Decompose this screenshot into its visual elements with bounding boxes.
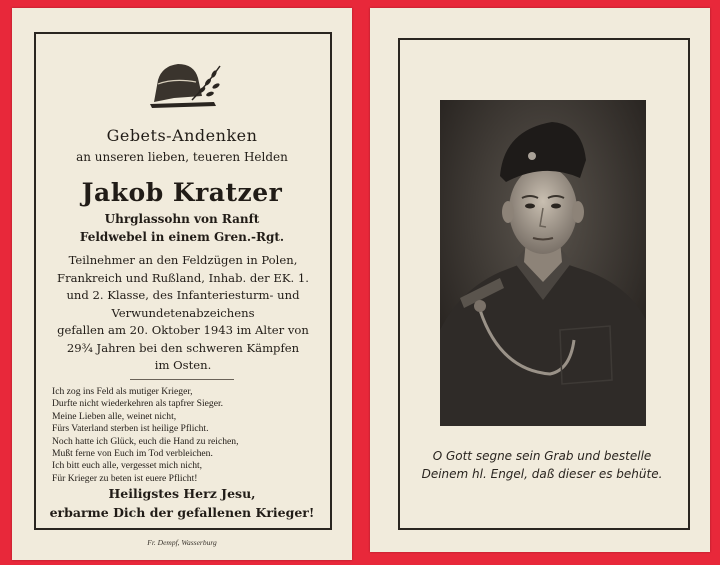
card-title: Gebets-Andenken (106, 126, 258, 145)
biography-line: Teilnehmer an den Feldzügen in Polen, (68, 253, 298, 267)
closing-prayer (12, 484, 352, 522)
memorial-poem (52, 386, 332, 485)
blessing-line: Deinem hl. Engel, daß dieser es behüte. (421, 467, 663, 481)
poem-line: Noch hatte ich Glück, euch die Hand zu reichen, (52, 435, 239, 447)
poem-line: Ich bitt euch alle, vergesset mich nicht, (52, 460, 203, 472)
biography-line: und 2. Klasse, des Infanteriesturm- und (66, 288, 300, 302)
biography-line: 29¾ Jahren bei den schweren Kämpfen (66, 340, 300, 355)
memorial-card-text-side (12, 8, 352, 560)
printer-imprint: Fr. Dempf, Wasserburg (147, 538, 217, 547)
biography-line: Verwundetenabzeichens (111, 305, 255, 320)
prayer-line: Heiligstes Herz Jesu, (108, 486, 256, 501)
poem-line: Fürs Vaterland sterben ist heilige Pflicht. (52, 423, 209, 435)
poem-line: Durfte nicht wiederkehren als tapfrer Sieger. (52, 398, 224, 410)
soldier-rank: Feldwebel in einem Gren.-Rgt. (79, 230, 285, 244)
memorial-card-photo-side (370, 8, 710, 552)
poem-line: Ich zog ins Feld als mutiger Krieger, (52, 386, 193, 397)
blessing-line: O Gott segne sein Grab und bestelle (432, 449, 652, 463)
poem-line: Meine Lieben alle, weinet nicht, (52, 410, 177, 422)
divider-line (130, 379, 234, 380)
biography-line: Frankreich und Rußland, Inhab. der EK. 1. (57, 270, 309, 285)
poem-line: Für Krieger zu beten ist euere Pflicht! (52, 472, 198, 484)
prayer-line: erbarme Dich der gefallenen Krieger! (49, 505, 315, 520)
card-intro: an unseren lieben, teueren Helden (76, 150, 288, 164)
biography-line: gefallen am 20. Oktober 1943 im Alter von (57, 323, 309, 337)
biography-line: im Osten. (154, 358, 212, 372)
biography-text (42, 252, 324, 375)
portrait-image-icon (440, 100, 646, 426)
poem-line: Mußt ferne von Euch im Tod verbleichen. (52, 448, 213, 460)
soldier-family: Uhrglassohn von Ranft (104, 212, 260, 226)
soldier-portrait-photo (440, 100, 646, 426)
helmet-laurel-icon (144, 58, 226, 110)
soldier-name: Jakob Kratzer (81, 178, 283, 207)
